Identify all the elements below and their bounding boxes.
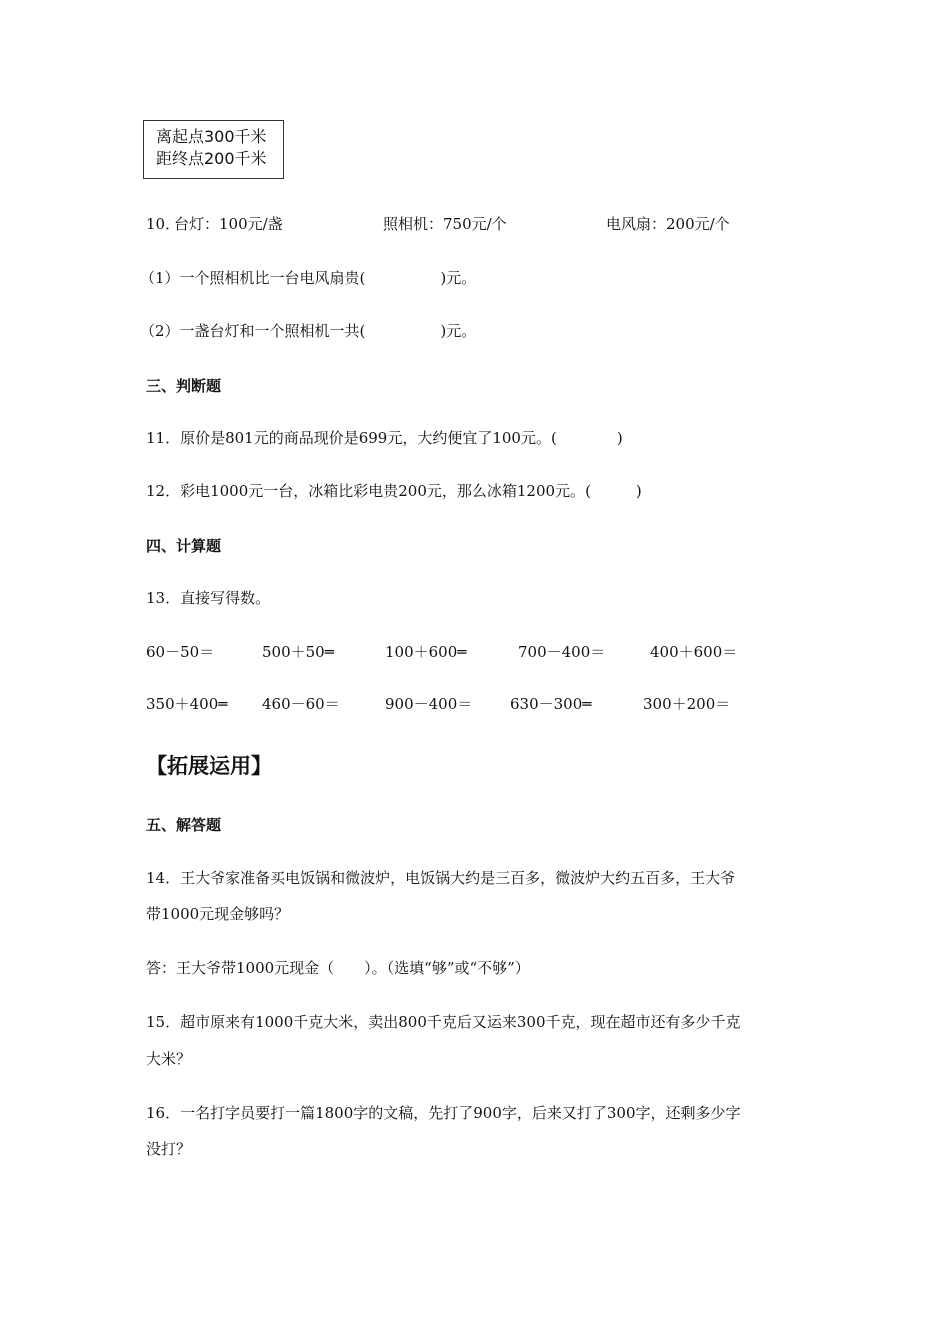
question-13: 13．直接写得数。 [146,589,271,607]
question-15-line-1: 15．超市原来有1000千克大米，卖出800千克后又运来300千克，现在超市还有多少千克 [146,1013,741,1031]
question-10-number: 10． [146,215,181,233]
question-11: 11．原价是801元的商品现价是699元，大约便宜了100元。( ) [146,429,623,447]
section-4-heading: 四、计算题 [146,537,222,555]
question-14-line-1: 14．王大爷家准备买电饭锅和微波炉，电饭锅大约是三百多，微波炉大约五百多，王大爷 [146,869,736,887]
question-10-item-lamp: 台灯：100元/盏 [174,215,283,233]
calc-item: 500＋50═ [262,643,334,661]
extension-title: 【拓展运用】 [146,754,272,778]
calc-item: 100＋600═ [385,643,467,661]
calc-item: 900－400＝ [385,695,473,713]
calc-item: 300＋200＝ [643,695,731,713]
calc-item: 60－50＝ [146,643,215,661]
question-10-item-camera: 照相机：750元/个 [383,215,507,233]
question-10-item-fan: 电风扇：200元/个 [606,215,730,233]
question-16-line-1: 16．一名打字员要打一篇1800字的文稿，先打了900字，后来又打了300字，还剩多少字 [146,1104,741,1122]
section-5-heading: 五、解答题 [146,816,222,834]
calc-item: 400＋600＝ [650,643,738,661]
calc-item: 460－60＝ [262,695,340,713]
question-14-line-2: 带1000元现金够吗？ [146,905,290,923]
question-10-sub-1: （1）一个照相机比一台电风扇贵( )元。 [140,269,477,287]
sign-line-2: 距终点200千米 [156,149,267,168]
distance-sign-box [143,120,284,179]
question-14-answer: 答：王大爷带1000元现金（ ）。（选填“够”或“不够”） [146,959,530,977]
sign-line-1: 离起点300千米 [156,127,267,146]
question-15-line-2: 大米？ [146,1050,192,1068]
question-16-line-2: 没打？ [146,1140,192,1158]
question-12: 12．彩电1000元一台，冰箱比彩电贵200元，那么冰箱1200元。( ) [146,482,642,500]
calc-item: 700－400＝ [518,643,606,661]
calc-item: 350＋400═ [146,695,228,713]
section-3-heading: 三、判断题 [146,377,222,395]
calc-item: 630－300═ [510,695,592,713]
question-10-sub-2: （2）一盏台灯和一个照相机一共( )元。 [140,322,477,340]
